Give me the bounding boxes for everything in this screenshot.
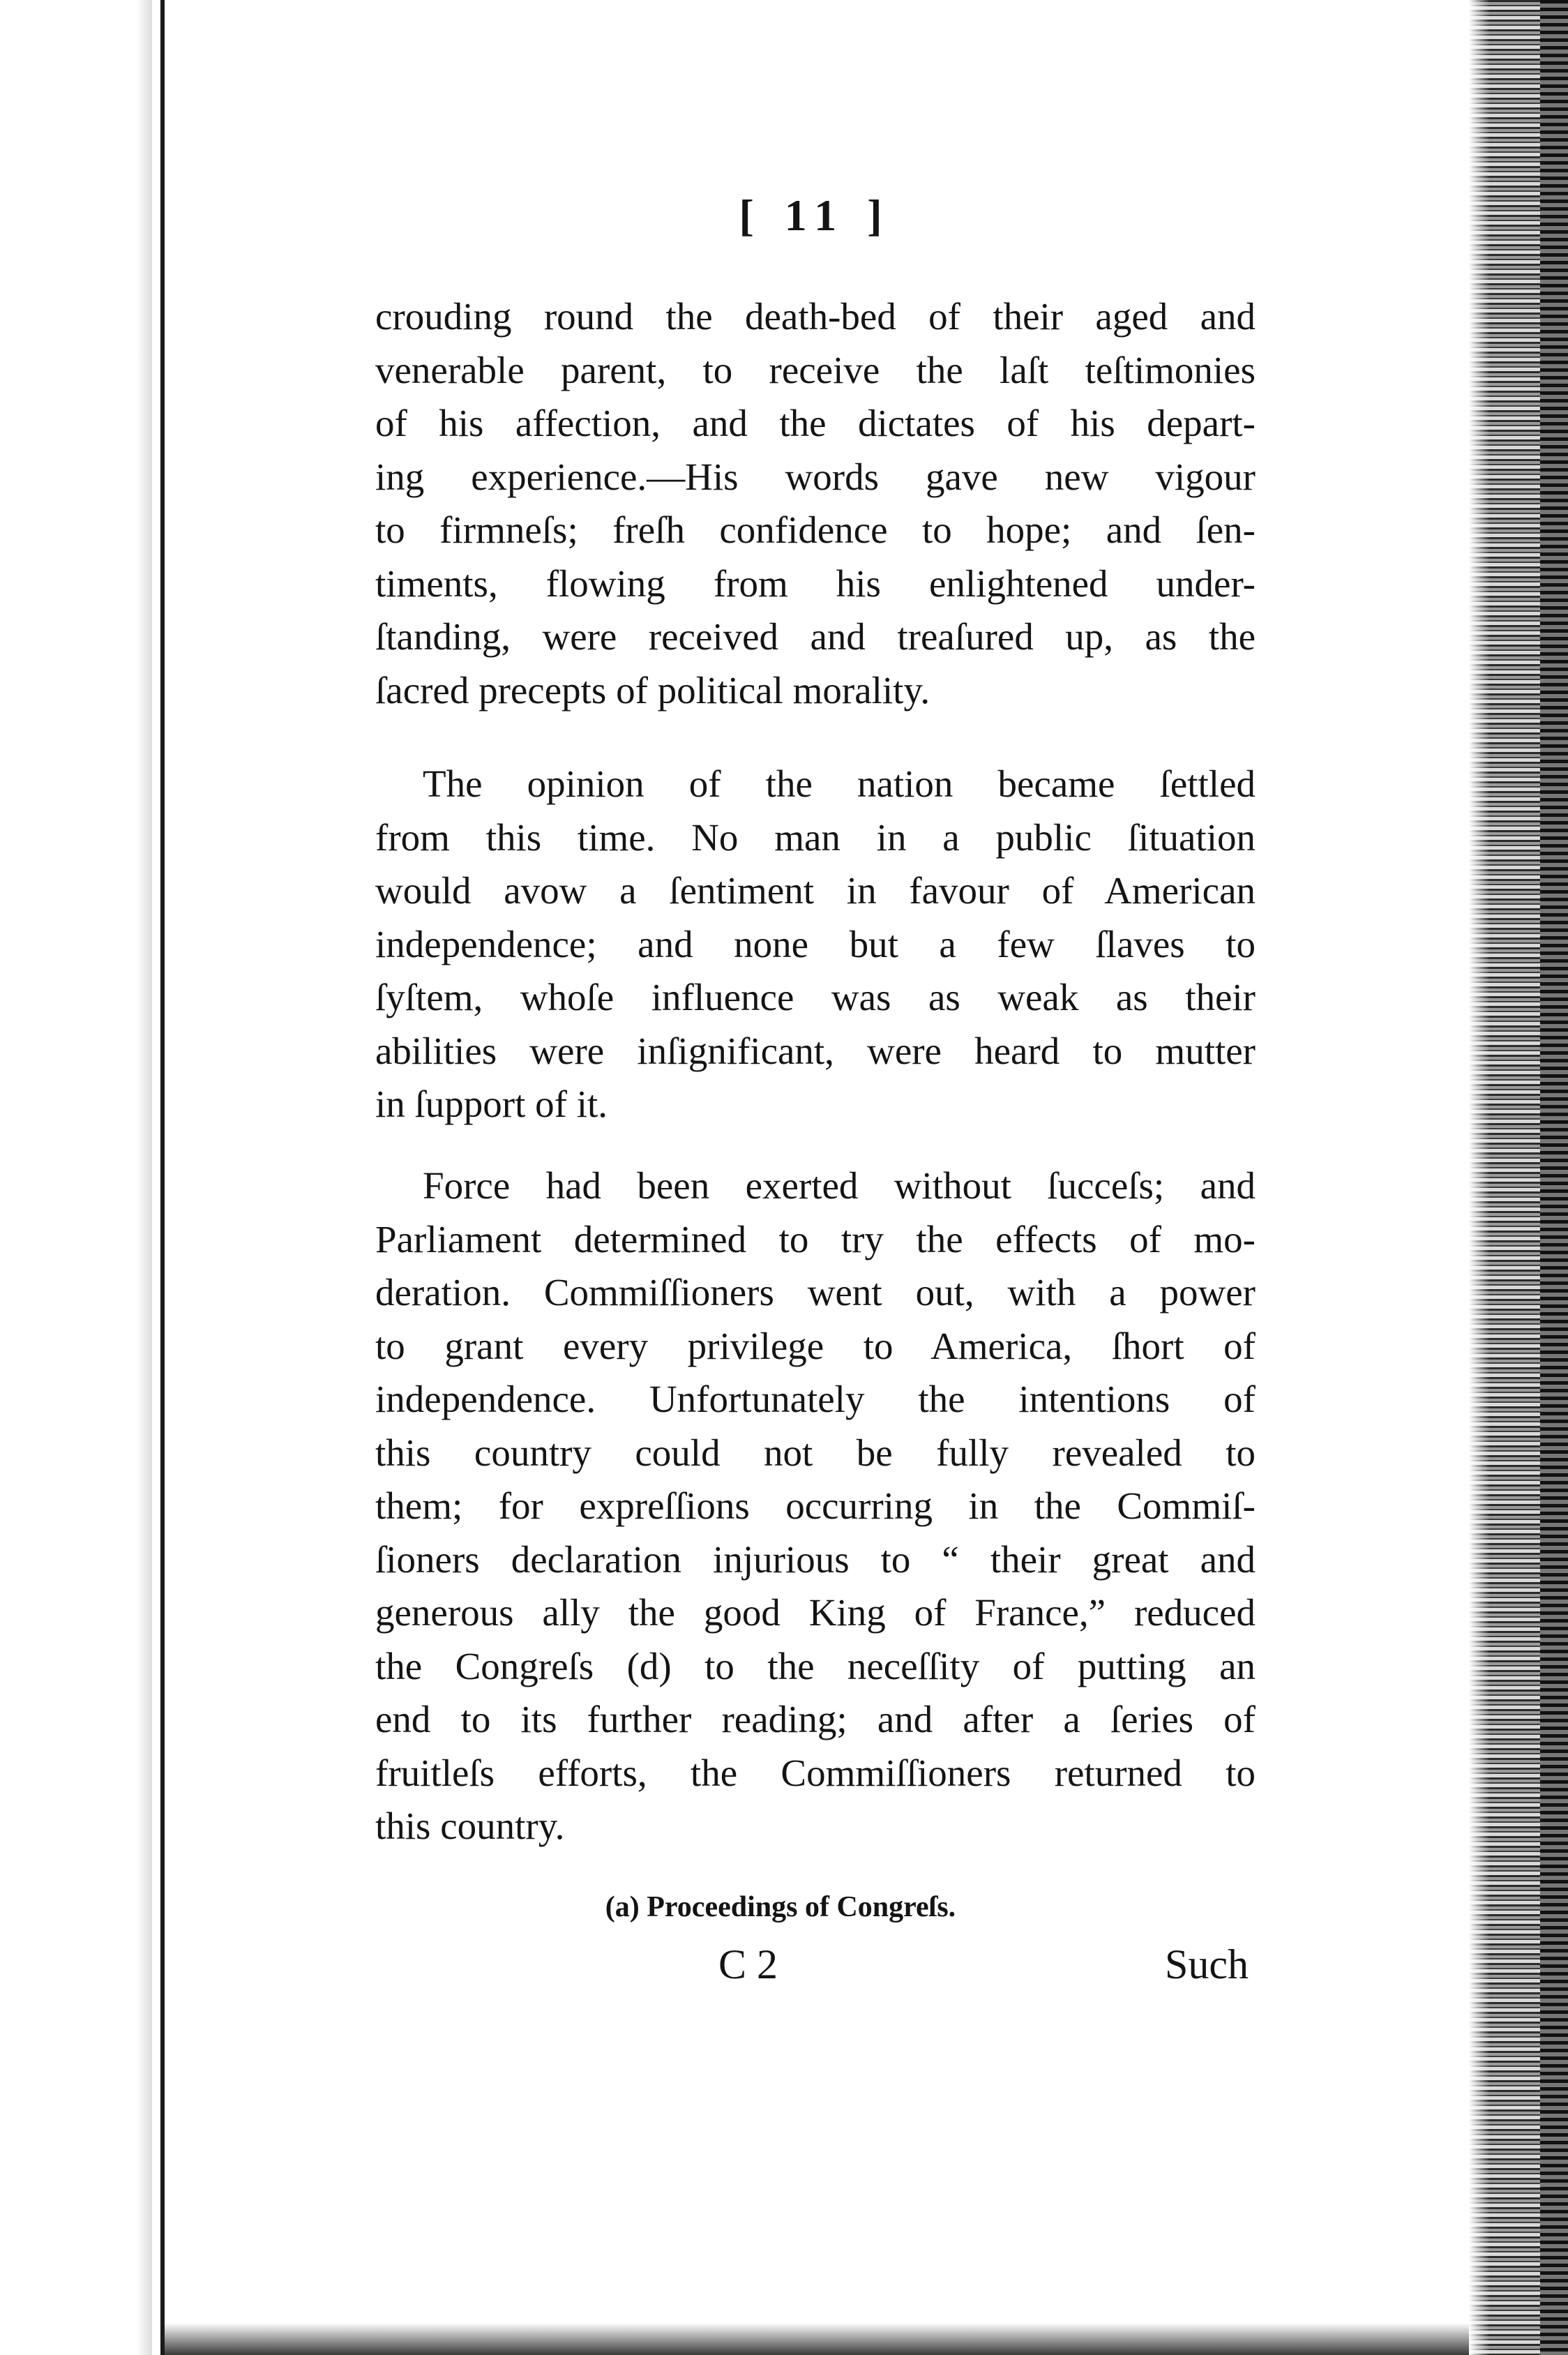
page-edge	[1469, 0, 1568, 2355]
text-line: in ſupport of it.	[375, 1083, 608, 1125]
text-line: generous ally the good King of France,” reduced	[375, 1591, 1256, 1634]
text-line: independence. Unfortunately the intentions of	[375, 1378, 1256, 1420]
text-line: to grant every privilege to America, ſhort of	[375, 1324, 1256, 1367]
text-line: this country.	[375, 1805, 565, 1847]
text-line: this country could not be fully revealed to	[375, 1431, 1256, 1474]
paragraph-1-body	[375, 290, 1256, 717]
text-line: end to its further reading; and after a ſeries of	[375, 1698, 1256, 1740]
left-gutter	[0, 0, 165, 2355]
text-line: deration. Commiſſioners went out, with a power	[375, 1271, 1256, 1314]
text-line: ing experience.—His words gave new vigour	[375, 455, 1256, 498]
catchword: Such	[1165, 1941, 1249, 1987]
text-line: venerable parent, to receive the laſt teſtimonies	[375, 348, 1256, 391]
text-line: ſtanding, were received and treaſured up, as the	[375, 615, 1256, 658]
text-line: would avow a ſentiment in favour of American	[375, 869, 1256, 912]
text-line: them; for expreſſions occurring in the Commiſ-	[375, 1484, 1256, 1527]
paragraph-3-body	[375, 1159, 1256, 1853]
text-line: of his affection, and the dictates of his depart-	[375, 402, 1256, 444]
text-line: abilities were inſignificant, were heard to mutter	[375, 1029, 1256, 1072]
signature-mark: C 2	[718, 1941, 778, 1987]
paragraph-2	[375, 758, 1256, 1131]
footnote: (a) Proceedings of Congreſs.	[605, 1891, 956, 1923]
page-header: [ 11 ]	[739, 190, 892, 240]
text-line: ſioners declaration injurious to “ their great and	[375, 1537, 1256, 1581]
text-line: Force had been exerted without ſucceſs; and	[423, 1164, 1256, 1207]
text-line: ſyſtem, whoſe influence was as weak as their	[375, 976, 1256, 1018]
text-line: Parliament determined to try the effects of mo-	[375, 1217, 1256, 1261]
text-line: timents, flowing from his enlightened under-	[375, 562, 1256, 605]
text-line: the Congreſs (d) to the neceſſity of putting an	[375, 1644, 1256, 1687]
text-line: crouding round the death-bed of their aged and	[375, 295, 1256, 338]
text-line: The opinion of the nation became ſettled	[423, 762, 1256, 805]
paragraph-3	[375, 1159, 1256, 1853]
bottom-shadow	[165, 2323, 1469, 2355]
paragraph-2-body	[375, 758, 1256, 1131]
text-line: from this time. No man in a public ſituation	[375, 815, 1256, 859]
text-line: ſacred precepts of political morality.	[375, 668, 930, 712]
text-line: to firmneſs; freſh confidence to hope; and ſen-	[375, 509, 1256, 551]
text-line: fruitleſs efforts, the Commiſſioners returned to	[375, 1751, 1256, 1794]
text-line: independence; and none but a few ſlaves to	[375, 922, 1256, 965]
paragraph-1	[375, 290, 1256, 717]
